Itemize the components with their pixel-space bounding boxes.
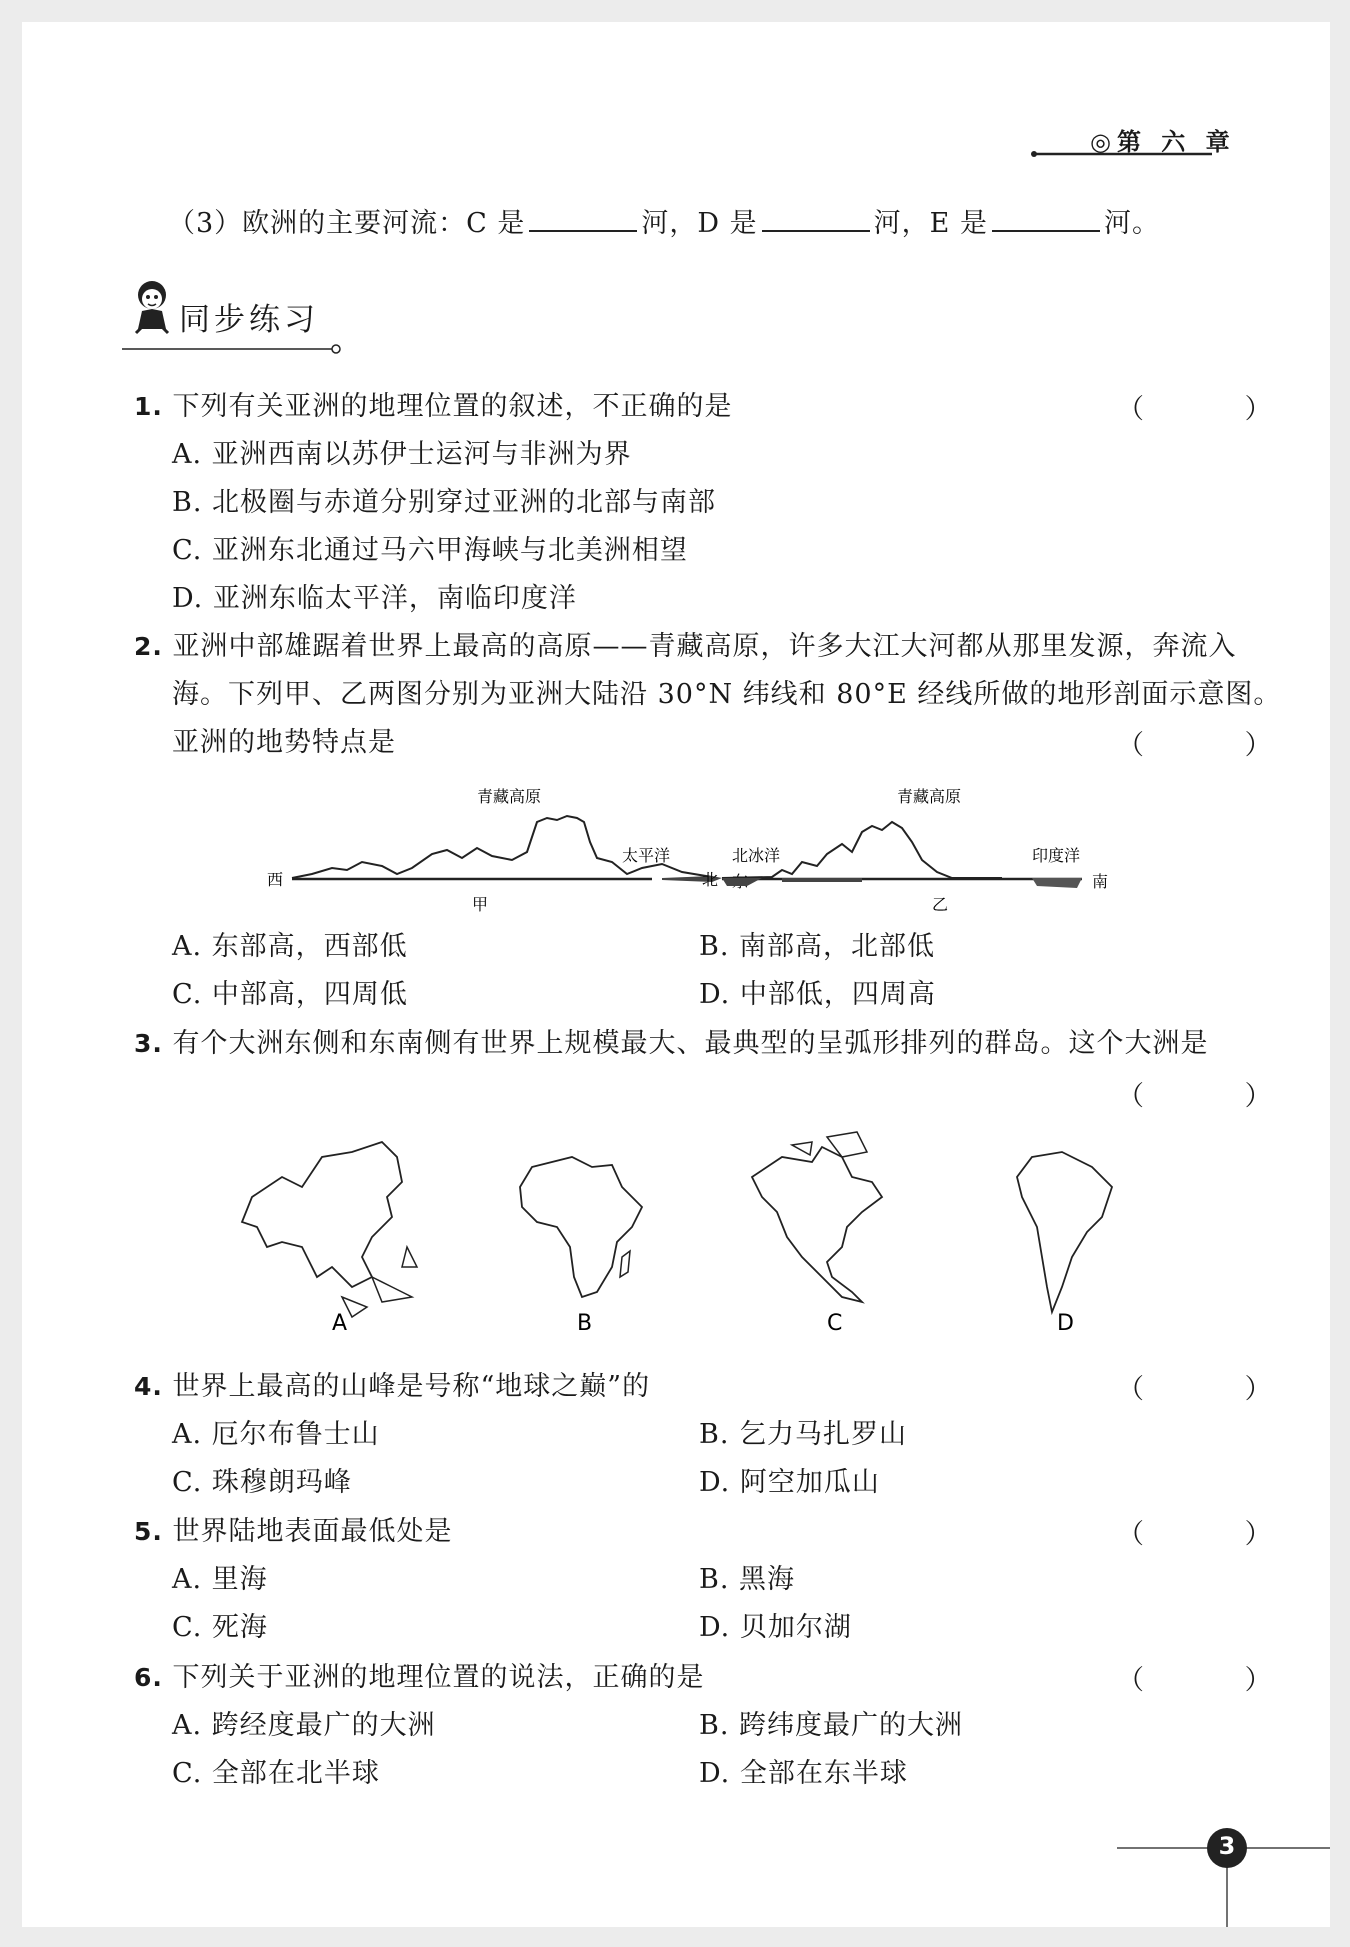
- q5-option-c[interactable]: C. 死海: [172, 1612, 268, 1643]
- page-number: 3: [1218, 1832, 1236, 1860]
- q6-number: 6.: [134, 1663, 163, 1692]
- q3-answer-paren[interactable]: （ ）: [1117, 1081, 1318, 1112]
- intro-prefix: （3）欧洲的主要河流：C 是: [168, 208, 526, 239]
- q2-answer-paren[interactable]: （ ）: [1117, 730, 1318, 761]
- intro-mid2: 河，E 是: [873, 208, 988, 239]
- q2-option-c[interactable]: C. 中部高，四周低: [172, 979, 408, 1010]
- q6-answer-paren[interactable]: （ ）: [1117, 1665, 1318, 1696]
- map-label-a: A: [332, 1311, 348, 1336]
- jia-ocean-label: 太平洋: [622, 846, 671, 865]
- q4-text: 世界上最高的山峰是号称“地球之巅”的: [172, 1371, 651, 1402]
- yi-caption: 乙: [932, 895, 949, 914]
- q1-option-c[interactable]: C. 亚洲东北通过马六甲海峡与北美洲相望: [172, 535, 688, 566]
- q5-text: 世界陆地表面最低处是: [172, 1516, 453, 1547]
- yi-south-label: 南: [1092, 872, 1109, 891]
- q6-text: 下列关于亚洲的地理位置的说法，正确的是: [172, 1662, 705, 1693]
- q1-option-b[interactable]: B. 北极圈与赤道分别穿过亚洲的北部与南部: [172, 487, 717, 518]
- map-label-c: C: [827, 1311, 843, 1336]
- q5-option-b[interactable]: B. 黑海: [699, 1564, 796, 1595]
- yi-peak-label: 青藏高原: [897, 787, 962, 806]
- q1-text: 下列有关亚洲的地理位置的叙述，不正确的是: [172, 391, 733, 422]
- q6-option-b[interactable]: B. 跨纬度最广的大洲: [699, 1710, 964, 1741]
- q4-option-a[interactable]: A. 厄尔布鲁士山: [172, 1419, 380, 1450]
- jia-peak-label: 青藏高原: [477, 787, 542, 806]
- q2-option-a[interactable]: A. 东部高，西部低: [172, 931, 408, 962]
- intro-mid1: 河，D 是: [641, 208, 758, 239]
- q2-number: 2.: [134, 632, 163, 661]
- q4-option-b[interactable]: B. 乞力马扎罗山: [699, 1419, 908, 1450]
- q1-answer-paren[interactable]: （ ）: [1117, 394, 1318, 425]
- q3-text: 有个大洲东侧和东南侧有世界上规模最大、最典型的呈弧形排列的群岛。这个大洲是: [172, 1028, 1209, 1059]
- yi-arctic-label: 北冰洋: [732, 846, 781, 865]
- q1-option-a[interactable]: A. 亚洲西南以苏伊士运河与非洲为界: [172, 439, 632, 470]
- q6-option-a[interactable]: A. 跨经度最广的大洲: [172, 1710, 436, 1741]
- q1-option-d[interactable]: D. 亚洲东临太平洋，南临印度洋: [172, 583, 577, 614]
- q4-option-d[interactable]: D. 阿空加瓜山: [699, 1467, 880, 1498]
- textbook-page: [22, 22, 1330, 1927]
- q2-option-d[interactable]: D. 中部低，四周高: [699, 979, 936, 1010]
- q4-number: 4.: [134, 1372, 163, 1401]
- map-label-b: B: [577, 1311, 593, 1336]
- q2-stem-line2: 海。下列甲、乙两图分别为亚洲大陆沿 30°N 纬线和 80°E 经线所做的地形剖面示意图。: [172, 679, 1282, 710]
- q3-number: 3.: [134, 1029, 163, 1058]
- q6-option-c[interactable]: C. 全部在北半球: [172, 1758, 380, 1789]
- q5-answer-paren[interactable]: （ ）: [1117, 1519, 1318, 1550]
- q2-option-b[interactable]: B. 南部高，北部低: [699, 931, 936, 962]
- q2-stem-line3: 亚洲的地势特点是: [172, 727, 396, 758]
- chapter-header: ◎第 六 章: [1090, 128, 1236, 156]
- section-title: 同步练习: [179, 302, 319, 338]
- q4-option-c[interactable]: C. 珠穆朗玛峰: [172, 1467, 352, 1498]
- q4-answer-paren[interactable]: （ ）: [1117, 1374, 1318, 1405]
- yi-indian-label: 印度洋: [1032, 846, 1081, 865]
- map-label-d: D: [1057, 1311, 1074, 1336]
- jia-caption: 甲: [472, 895, 489, 914]
- q6-option-d[interactable]: D. 全部在东半球: [699, 1758, 908, 1789]
- footer-rules: [22, 22, 1330, 1927]
- q1-number: 1.: [134, 392, 163, 421]
- yi-north-label: 北: [702, 870, 719, 889]
- q5-option-a[interactable]: A. 里海: [172, 1564, 268, 1595]
- q2-text-1: 亚洲中部雄踞着世界上最高的高原——青藏高原，许多大江大河都从那里发源，奔流入: [172, 631, 1237, 662]
- q5-number: 5.: [134, 1517, 163, 1546]
- intro-suffix: 河。: [1103, 208, 1160, 239]
- jia-west-label: 西: [267, 870, 284, 889]
- q5-option-d[interactable]: D. 贝加尔湖: [699, 1612, 852, 1643]
